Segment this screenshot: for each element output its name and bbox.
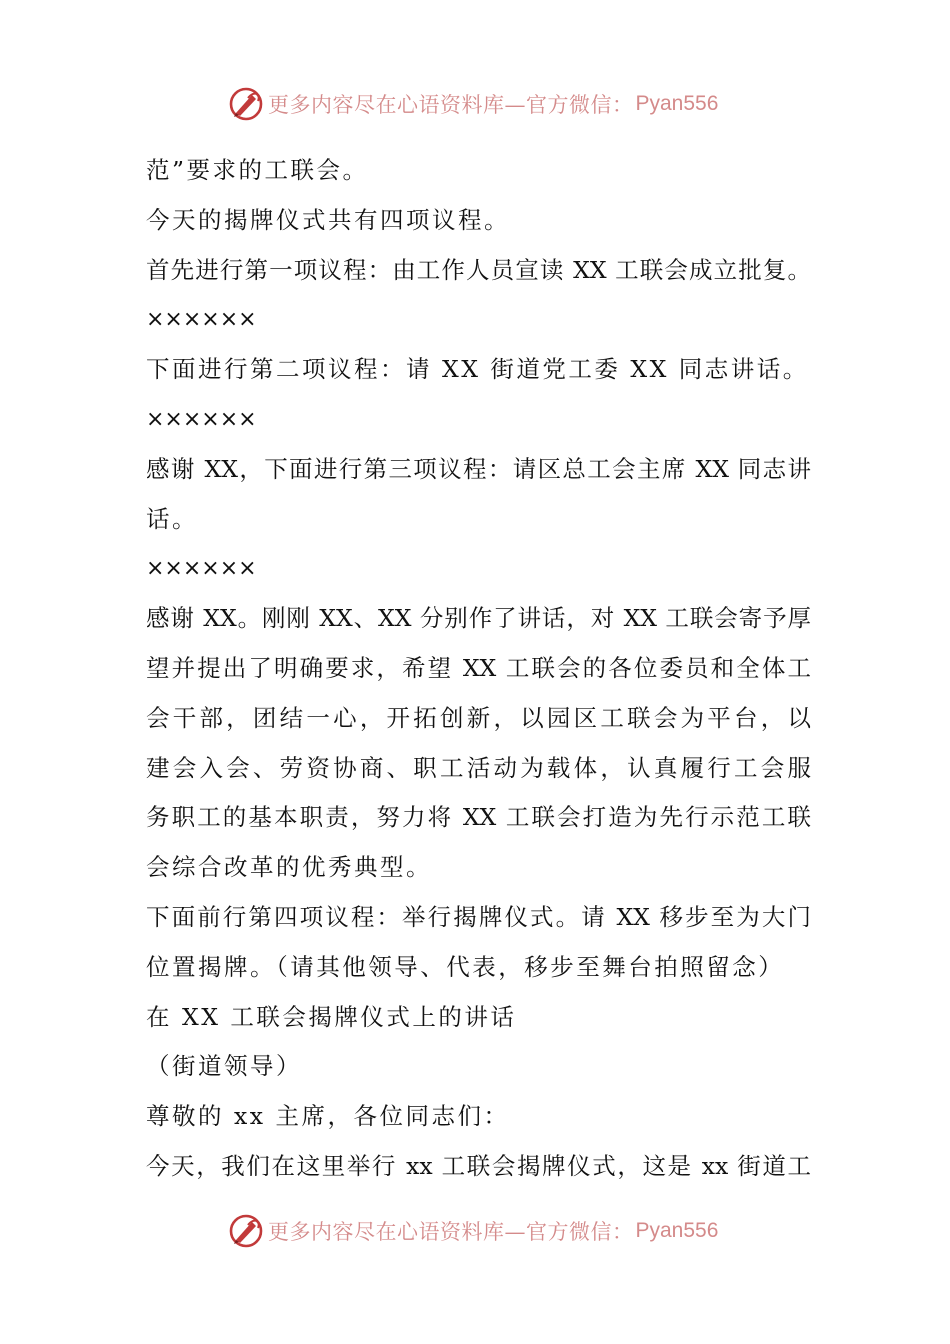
speech-title: 在 XX 工联会揭牌仪式上的讲话 (146, 1002, 517, 1031)
paragraph-line: 今天，我们在这里举行 xx 工联会揭牌仪式，这是 xx 街道工 (146, 1151, 811, 1180)
watermark-wechat-id: Pyan556 (635, 1219, 719, 1242)
separator-line: ×××××× (146, 406, 257, 432)
watermark-banner-bottom (228, 1211, 718, 1251)
paragraph-line: 首先进行第一项议程：由工作人员宣读 XX 工联会成立批复。 (146, 255, 811, 284)
paragraph-line: 感谢 XX。刚刚 XX、XX 分别作了讲话，对 XX 工联会寄予厚 (146, 604, 811, 633)
pen-logo-icon (228, 86, 264, 122)
watermark-banner-top (228, 84, 718, 124)
paragraph-line: 望并提出了明确要求，希望 XX 工联会的各位委员和全体工 (146, 653, 811, 682)
paragraph-line: 今天的揭牌仪式共有四项议程。 (146, 205, 510, 234)
paragraph-line: 范”要求的工联会。 (146, 156, 369, 184)
paragraph-line: 话。 (146, 504, 198, 533)
paragraph-line: 下面进行第二项议程：请 XX 街道党工委 XX 同志讲话。 (146, 355, 809, 384)
paragraph-line: 感谢 XX，下面进行第三项议程：请区总工会主席 XX 同志讲 (146, 454, 811, 483)
paragraph-line: 会综合改革的优秀典型。 (146, 853, 432, 882)
paragraph-line: 建会入会、劳资协商、职工活动为载体，认真履行工会服 (146, 753, 811, 782)
paragraph-line: 会干部，团结一心，开拓创新，以园区工联会为平台，以 (146, 703, 811, 732)
salutation: 尊敬的 xx 主席，各位同志们： (146, 1102, 510, 1131)
pen-logo-icon (228, 1213, 264, 1249)
separator-line: ×××××× (146, 307, 257, 333)
speech-subtitle: （街道领导） (146, 1052, 302, 1081)
watermark-text: 更多内容尽在心语资料库—官方微信： (268, 1220, 634, 1244)
paragraph-line: 下面前行第四项议程：举行揭牌仪式。请 XX 移步至为大门 (146, 902, 811, 931)
paragraph-line: 务职工的基本职责，努力将 XX 工联会打造为先行示范工联 (146, 803, 811, 832)
watermark-text: 更多内容尽在心语资料库—官方微信： (268, 93, 634, 117)
separator-line: ×××××× (146, 556, 257, 582)
paragraph-line: 位置揭牌。（请其他领导、代表，移步至舞台拍照留念） (146, 952, 785, 981)
document-body (146, 146, 811, 1192)
watermark-wechat-id: Pyan556 (635, 92, 719, 115)
